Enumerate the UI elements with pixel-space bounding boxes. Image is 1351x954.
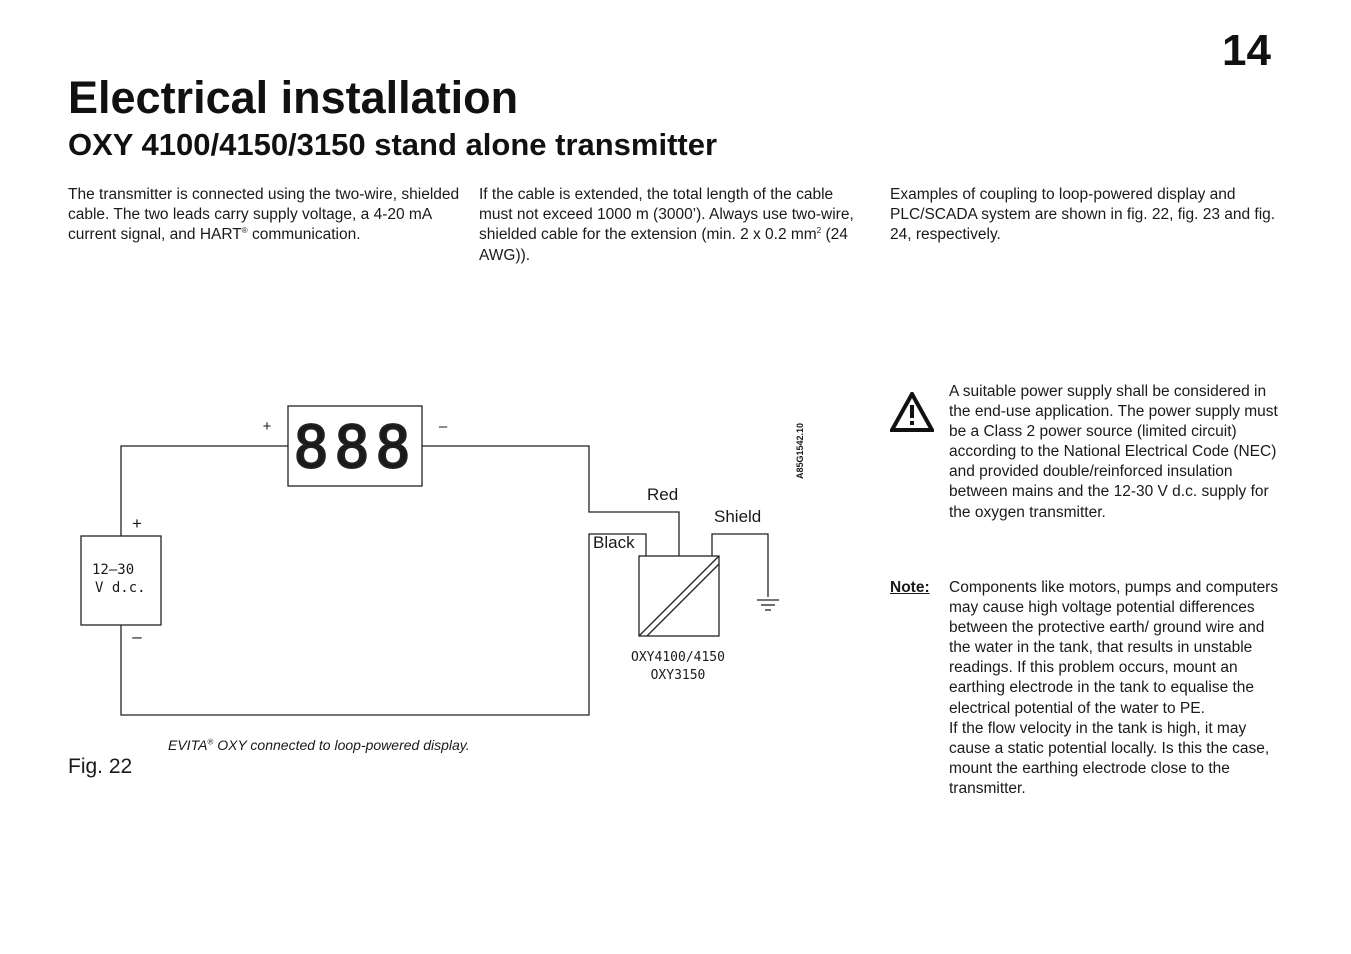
- note-paragraph-1: Components like motors, pumps and computers may cause high voltage potential differences between the protective earth/ ground wire and the water in the tank, that results in unstable readings. If this problem occurs, mount an earthing electrode in the tank to equalise the electrical potential of the water to PE.: [949, 579, 1279, 717]
- note-label: Note:: [890, 579, 930, 596]
- figure-caption: [168, 737, 470, 753]
- supply-voltage-label: 12–30: [92, 562, 135, 578]
- red-wire-label: Red: [647, 485, 679, 504]
- page-number: 14: [1222, 26, 1271, 75]
- transmitter-model-label: OXY4100/4150: [631, 650, 725, 665]
- intro-column-2: [479, 185, 869, 266]
- display-plus-label: +: [262, 418, 272, 435]
- col1-text: The transmitter is connected using the two-wire, shielded cable. The two leads carry supply voltage, a 4-20 mA current signal, and HART: [68, 186, 460, 244]
- display-digits: 888: [293, 413, 417, 481]
- col2-text-end: (24 AWG)).: [479, 226, 848, 264]
- warning-text: A suitable power supply shall be considered in the end-use application. The power supply must be a Class 2 power source (limited circuit) according to the National Electrical Code (NEC) and provided double/reinforced insulation between mains and the 12-30 V d.c. supply for the oxygen transmitter.: [949, 383, 1278, 521]
- caption-text: EVITA: [168, 737, 208, 753]
- wire-shield: [712, 534, 768, 597]
- supply-unit-label: V d.c.: [95, 580, 146, 596]
- page-title: Electrical installation: [68, 72, 519, 123]
- page-subtitle: OXY 4100/4150/3150 stand alone transmitter: [68, 127, 718, 162]
- loop-display-box: [288, 406, 422, 486]
- col1-text-end: communication.: [247, 226, 361, 244]
- caption-registered-mark: ®: [207, 737, 214, 747]
- col2-superscript: 2: [816, 226, 822, 236]
- supply-minus-label: –: [132, 627, 142, 646]
- note-text: [949, 578, 1289, 799]
- wire-top-right: [422, 446, 679, 556]
- drawing-code: A85G1542.10: [795, 422, 805, 479]
- power-supply-box: [81, 536, 161, 625]
- intro-column-3: Examples of coupling to loop-powered display and PLC/SCADA system are shown in fig. 22, fig. 23 and fig. 24, respectively.: [890, 186, 1276, 244]
- wire-bottom: [121, 534, 646, 715]
- transmitter-box: [639, 556, 719, 636]
- intro-column-1: [68, 185, 463, 246]
- supply-plus-label: +: [132, 514, 142, 533]
- transmitter-model-label-2: OXY3150: [650, 668, 706, 683]
- col2-text: If the cable is extended, the total length of the cable must not exceed 1000 m (3000’). Always use two-wire, shielded cable for the extension (min. 2 x 0.2 mm: [479, 186, 854, 244]
- warning-triangle-icon: [890, 392, 934, 432]
- shield-wire-label: Shield: [714, 507, 762, 526]
- col1-registered-mark: ®: [241, 226, 248, 236]
- caption-text-end: OXY connected to loop-powered display.: [213, 737, 470, 753]
- note-paragraph-2: If the flow velocity in the tank is high, it may cause a static potential locally. Is this the case, mount the earthing electrode close to the transmitter.: [949, 719, 1270, 797]
- figure-label: Fig. 22: [68, 755, 133, 778]
- black-wire-label: Black: [593, 533, 635, 552]
- display-minus-label: –: [438, 418, 448, 435]
- wire-top-left: [121, 446, 288, 536]
